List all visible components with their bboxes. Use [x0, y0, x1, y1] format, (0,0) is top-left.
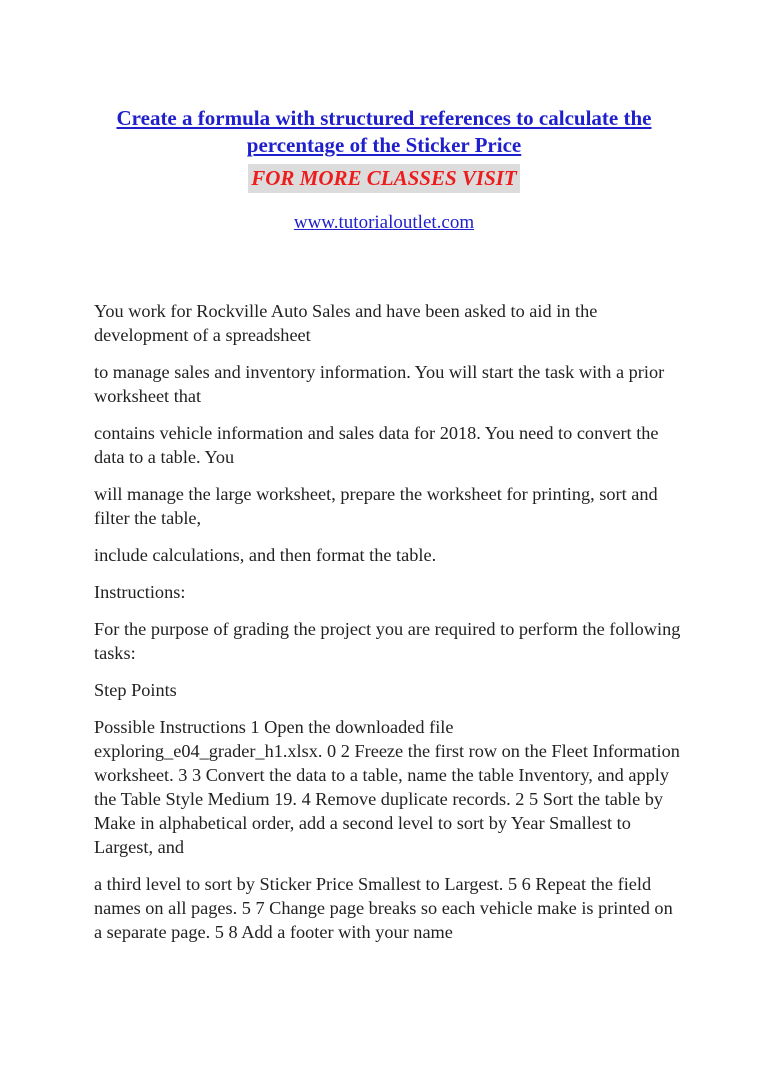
paragraph-grading: For the purpose of grading the project you are required to perform the following tasks: [94, 619, 681, 663]
step-points-heading: Step Points [94, 680, 177, 700]
document-title-link[interactable]: Create a formula with structured references to calculate the percentage of the Sticker Price [116, 106, 652, 157]
promo-text: FOR MORE CLASSES VISIT [248, 164, 520, 193]
instructions-heading: Instructions: [94, 582, 186, 602]
paragraph-intro-2: to manage sales and inventory information. You will start the task with a prior worksheet that [94, 362, 665, 406]
paragraph-intro-1: You work for Rockville Auto Sales and have been asked to aid in the development of a spreadsheet [94, 301, 598, 345]
paragraph-intro-3: contains vehicle information and sales data for 2018. You need to convert the data to a table. You [94, 423, 659, 467]
paragraph-steps-2: a third level to sort by Sticker Price Smallest to Largest. 5 6 Repeat the field names on all pages. 5 7 Change page breaks so each vehicle make is printed on a separate page. 5 8 Add a footer with your name [94, 874, 673, 942]
paragraph-steps-1: Possible Instructions 1 Open the downloaded file exploring_e04_grader_h1.xlsx. 0 2 Freeze the first row on the Fleet Information worksheet. 3 3 Convert the data to a table, name the table Inventory, and apply the Table Style Medium 19. 4 Remove duplicate records. 2 5 Sort the table by Make in alphabetical order, add a second level to sort by Year Smallest to Largest, and [94, 717, 680, 857]
paragraph-intro-5: include calculations, and then format the table. [94, 545, 437, 565]
website-link[interactable]: www.tutorialoutlet.com [293, 212, 475, 233]
paragraph-intro-4: will manage the large worksheet, prepare the worksheet for printing, sort and filter the table, [94, 484, 658, 528]
promo-banner [0, 164, 768, 193]
document-body [94, 299, 684, 957]
